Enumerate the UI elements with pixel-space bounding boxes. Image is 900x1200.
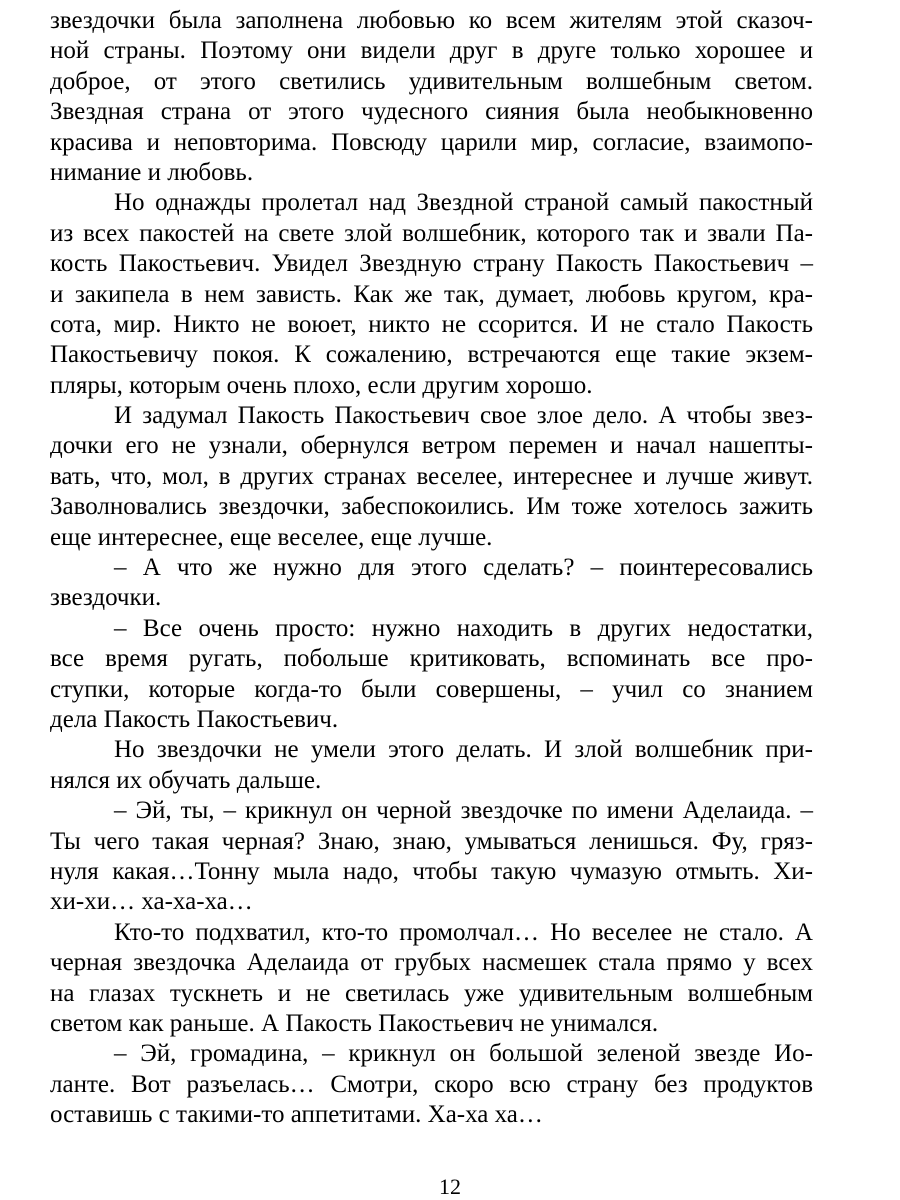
paragraph: [50, 401, 813, 553]
text-line: – Эй, громадина, – крикнул он большой зеленой звезде Ио-: [114, 1040, 813, 1068]
paragraph: [50, 553, 813, 614]
text-line: Ты чего такая черная? Знаю, знаю, умываться ленишься. Фу, гряз-: [50, 827, 813, 855]
paragraph: [50, 735, 813, 796]
text-line: И задумал Пакость Пакостьевич свое злое дело. А чтобы звез-: [114, 402, 813, 430]
text-line: хи-хи… ха-ха-ха…: [50, 888, 253, 916]
page-number: 12: [439, 1174, 461, 1199]
text-line: нуля какая…Тонну мыла надо, чтобы такую чумазую отмыть. Хи-: [50, 857, 813, 885]
body-text: [50, 6, 813, 1130]
text-line: – Все очень просто: нужно находить в других недостатки,: [114, 614, 813, 642]
text-line: Звездная страна от этого чудесного сияния была необыкновенно: [50, 98, 813, 126]
text-line: сота, мир. Никто не воюет, никто не ссорится. И не стало Пакость: [50, 310, 813, 338]
text-line: – Эй, ты, – крикнул он черной звездочке по имени Аделаида. –: [114, 797, 813, 825]
text-line: звездочки была заполнена любовью ко всем жителям этой сказоч-: [50, 7, 813, 34]
text-line: доброе, от этого светились удивительным волшебным светом.: [50, 67, 813, 95]
text-line: Но однажды пролетал над Звездной страной самый пакостный: [114, 189, 813, 217]
text-line: черная звездочка Аделаида от грубых насмешек стала прямо у всех: [50, 949, 813, 977]
text-line: еще интереснее, еще веселее, еще лучше.: [50, 523, 493, 551]
text-line: нимание и любовь.: [50, 158, 254, 186]
paragraph: [50, 6, 813, 188]
text-line: и закипела в нем зависть. Как же так, думает, любовь кругом, кра-: [50, 280, 813, 308]
text-line: вать, что, мол, в других странах веселее, интереснее и лучше живут.: [50, 462, 813, 490]
text-line: на глазах тускнеть и не светилась уже удивительным волшебным: [50, 979, 813, 1007]
paragraph: [50, 796, 813, 918]
text-line: ланте. Вот разъелась… Смотри, скоро всю страну без продуктов: [50, 1070, 813, 1098]
paragraph: [50, 614, 813, 736]
text-line: светом как раньше. А Пакость Пакостьевич не унимался.: [50, 1009, 659, 1037]
text-line: кость Пакостьевич. Увидел Звездную страну Пакость Пакостьевич –: [50, 250, 813, 278]
text-line: ступки, которые когда-то были совершены, – учил со знанием: [50, 675, 813, 703]
text-line: ной страны. Поэтому они видели друг в друге только хорошее и: [50, 37, 813, 65]
text-line: красива и неповторима. Повсюду царили мир, согласие, взаимопо-: [50, 128, 813, 156]
text-line: все время ругать, побольше критиковать, вспоминать все про-: [50, 645, 813, 673]
text-line: Кто-то подхватил, кто-то промолчал… Но веселее не стало. А: [114, 918, 813, 946]
text-line: оставишь с такими-то аппетитами. Ха-ха ха…: [50, 1101, 543, 1129]
text-line: нялся их обучать дальше.: [50, 766, 322, 794]
paragraph: [50, 918, 813, 1040]
text-line: пляры, которым очень плохо, если другим хорошо.: [50, 371, 593, 399]
text-line: из всех пакостей на свете злой волшебник, которого так и звали Па-: [50, 219, 813, 247]
paragraph: [50, 188, 813, 401]
text-line: Заволновались звездочки, забеспокоились. Им тоже хотелось зажить: [50, 493, 813, 521]
text-line: звездочки.: [50, 584, 162, 612]
text-line: – А что же нужно для этого сделать? – поинтересовались: [114, 554, 813, 582]
text-line: дочки его не узнали, обернулся ветром перемен и начал нашепты-: [50, 432, 813, 460]
paragraph: [50, 1039, 813, 1130]
text-line: Пакостьевичу покоя. К сожалению, встречаются еще такие экзем-: [50, 341, 813, 369]
text-line: Но звездочки не умели этого делать. И злой волшебник при-: [114, 736, 813, 764]
text-line: дела Пакость Пакостьевич.: [50, 705, 339, 733]
